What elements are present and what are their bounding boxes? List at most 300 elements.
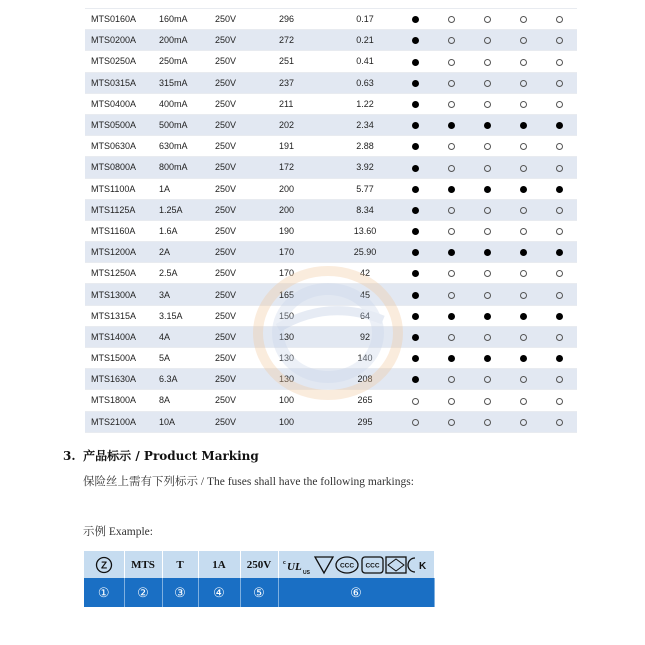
resistance-cell: 190 xyxy=(273,220,333,241)
approval-cell xyxy=(433,348,469,369)
i2t-cell: 92 xyxy=(333,326,397,347)
approval-cell xyxy=(397,390,433,411)
approval-cell xyxy=(433,220,469,241)
kc-letter: K xyxy=(419,560,427,572)
approval-cell xyxy=(505,93,541,114)
empty-circle-icon xyxy=(448,16,455,23)
rated-current-cell: 200mA xyxy=(153,30,209,51)
empty-circle-icon xyxy=(448,37,455,44)
approval-cell xyxy=(397,348,433,369)
resistance-cell: 191 xyxy=(273,136,333,157)
resistance-cell: 130 xyxy=(273,348,333,369)
approval-cell xyxy=(541,114,577,135)
empty-circle-icon xyxy=(484,143,491,150)
rated-current-cell: 10A xyxy=(153,411,209,432)
approval-cell xyxy=(505,136,541,157)
approval-cell xyxy=(541,199,577,220)
table-row xyxy=(85,411,577,432)
resistance-cell: 130 xyxy=(273,326,333,347)
approval-cell xyxy=(469,411,505,432)
approval-cell xyxy=(505,157,541,178)
part-number-cell: MTS1300A xyxy=(85,284,153,305)
empty-circle-icon xyxy=(556,16,563,23)
empty-circle-icon xyxy=(448,143,455,150)
table-row xyxy=(85,136,577,157)
resistance-cell: 170 xyxy=(273,242,333,263)
empty-circle-icon xyxy=(448,334,455,341)
marking-example-table xyxy=(84,551,435,607)
empty-circle-icon xyxy=(520,59,527,66)
empty-circle-icon xyxy=(484,419,491,426)
approval-cell xyxy=(433,93,469,114)
current-cell: 1A xyxy=(198,551,240,578)
part-number-cell: MTS0315A xyxy=(85,72,153,93)
empty-circle-icon xyxy=(556,80,563,87)
table-row xyxy=(85,305,577,326)
filled-circle-icon xyxy=(484,355,491,362)
rated-current-cell: 3A xyxy=(153,284,209,305)
approval-cell xyxy=(505,326,541,347)
i2t-cell: 208 xyxy=(333,369,397,390)
resistance-cell: 211 xyxy=(273,93,333,114)
rated-current-cell: 500mA xyxy=(153,114,209,135)
approval-cell xyxy=(541,284,577,305)
rated-voltage-cell: 250V xyxy=(209,30,273,51)
i2t-cell: 5.77 xyxy=(333,178,397,199)
empty-circle-icon xyxy=(484,228,491,235)
rated-voltage-cell: 250V xyxy=(209,263,273,284)
filled-circle-icon xyxy=(448,249,455,256)
empty-circle-icon xyxy=(448,398,455,405)
part-number-cell: MTS1630A xyxy=(85,369,153,390)
rated-voltage-cell: 250V xyxy=(209,284,273,305)
filled-circle-icon xyxy=(412,80,419,87)
table-row xyxy=(85,30,577,51)
fuse-spec-table-body xyxy=(85,9,577,433)
empty-circle-icon xyxy=(556,398,563,405)
marking-description: 保险丝上需有下列标示 / The fuses shall have the following markings: xyxy=(83,476,414,488)
rated-current-cell: 3.15A xyxy=(153,305,209,326)
approval-cell xyxy=(397,369,433,390)
empty-circle-icon xyxy=(556,207,563,214)
empty-circle-icon xyxy=(484,398,491,405)
filled-circle-icon xyxy=(556,186,563,193)
filled-circle-icon xyxy=(412,270,419,277)
kc-icon xyxy=(408,558,427,572)
resistance-cell: 237 xyxy=(273,72,333,93)
empty-circle-icon xyxy=(448,270,455,277)
rated-current-cell: 630mA xyxy=(153,136,209,157)
approval-cell xyxy=(505,9,541,30)
filled-circle-icon xyxy=(412,37,419,44)
approval-cell xyxy=(541,369,577,390)
ccc-text-2: CCC xyxy=(365,562,380,569)
approval-cell xyxy=(469,114,505,135)
product-marking-heading xyxy=(63,447,259,464)
approval-cell xyxy=(505,305,541,326)
rated-voltage-cell: 250V xyxy=(209,390,273,411)
filled-circle-icon xyxy=(520,249,527,256)
part-number-cell: MTS0400A xyxy=(85,93,153,114)
resistance-cell: 202 xyxy=(273,114,333,135)
approval-cell xyxy=(469,136,505,157)
i2t-cell: 0.17 xyxy=(333,9,397,30)
empty-circle-icon xyxy=(484,376,491,383)
rated-current-cell: 2A xyxy=(153,242,209,263)
approval-cell xyxy=(469,178,505,199)
filled-circle-icon xyxy=(448,355,455,362)
empty-circle-icon xyxy=(520,16,527,23)
approval-cell xyxy=(433,30,469,51)
approval-cell xyxy=(541,51,577,72)
resistance-cell: 296 xyxy=(273,9,333,30)
approval-cell xyxy=(433,136,469,157)
rated-current-cell: 800mA xyxy=(153,157,209,178)
approval-cell xyxy=(505,348,541,369)
approval-cell xyxy=(469,284,505,305)
approval-cell xyxy=(397,157,433,178)
filled-circle-icon xyxy=(412,376,419,383)
filled-circle-icon xyxy=(520,313,527,320)
filled-circle-icon xyxy=(412,292,419,299)
approval-cell xyxy=(469,326,505,347)
rated-current-cell: 4A xyxy=(153,326,209,347)
approval-cell xyxy=(541,348,577,369)
i2t-cell: 1.22 xyxy=(333,93,397,114)
approval-cell xyxy=(541,220,577,241)
approval-cell xyxy=(433,369,469,390)
rated-current-cell: 8A xyxy=(153,390,209,411)
filled-circle-icon xyxy=(484,313,491,320)
table-row xyxy=(85,51,577,72)
approval-cell xyxy=(397,411,433,432)
approval-cell xyxy=(469,93,505,114)
brand-logo-glyph: Z xyxy=(100,560,107,571)
pse-icon xyxy=(315,557,333,573)
resistance-cell: 165 xyxy=(273,284,333,305)
empty-circle-icon xyxy=(556,419,563,426)
empty-circle-icon xyxy=(556,59,563,66)
i2t-cell: 3.92 xyxy=(333,157,397,178)
filled-circle-icon xyxy=(412,186,419,193)
approval-cell xyxy=(469,242,505,263)
filled-circle-icon xyxy=(556,355,563,362)
empty-circle-icon xyxy=(556,165,563,172)
approval-cell xyxy=(433,263,469,284)
resistance-cell: 200 xyxy=(273,199,333,220)
rated-voltage-cell: 250V xyxy=(209,326,273,347)
approval-cell xyxy=(433,199,469,220)
filled-circle-icon xyxy=(412,143,419,150)
rated-voltage-cell: 250V xyxy=(209,348,273,369)
part-number-cell: MTS1800A xyxy=(85,390,153,411)
approval-cell xyxy=(541,178,577,199)
brand-logo-icon xyxy=(95,556,113,574)
filled-circle-icon xyxy=(412,207,419,214)
i2t-cell: 0.21 xyxy=(333,30,397,51)
approval-cell xyxy=(433,305,469,326)
empty-circle-icon xyxy=(556,101,563,108)
approval-cell xyxy=(505,72,541,93)
filled-circle-icon xyxy=(412,16,419,23)
filled-circle-icon xyxy=(412,59,419,66)
resistance-cell: 130 xyxy=(273,369,333,390)
empty-circle-icon xyxy=(556,270,563,277)
empty-circle-icon xyxy=(484,80,491,87)
approval-cell xyxy=(505,114,541,135)
approval-cell xyxy=(397,30,433,51)
filled-circle-icon xyxy=(448,122,455,129)
filled-circle-icon xyxy=(556,122,563,129)
approval-cell xyxy=(505,369,541,390)
empty-circle-icon xyxy=(520,292,527,299)
i2t-cell: 13.60 xyxy=(333,220,397,241)
empty-circle-icon xyxy=(448,165,455,172)
approval-cell xyxy=(397,199,433,220)
section-number: 3. xyxy=(63,449,76,463)
empty-circle-icon xyxy=(520,228,527,235)
filled-circle-icon xyxy=(520,122,527,129)
ul-icon xyxy=(283,560,311,576)
resistance-cell: 100 xyxy=(273,390,333,411)
i2t-cell: 8.34 xyxy=(333,199,397,220)
part-number-cell: MTS1500A xyxy=(85,348,153,369)
resistance-cell: 150 xyxy=(273,305,333,326)
rated-current-cell: 5A xyxy=(153,348,209,369)
table-row xyxy=(85,114,577,135)
approval-cell xyxy=(469,220,505,241)
table-row xyxy=(85,284,577,305)
approval-cell xyxy=(433,242,469,263)
approval-cell xyxy=(505,390,541,411)
approval-cell xyxy=(397,284,433,305)
approval-cell xyxy=(469,30,505,51)
rated-voltage-cell: 250V xyxy=(209,178,273,199)
filled-circle-icon xyxy=(556,249,563,256)
approval-cell xyxy=(469,390,505,411)
empty-circle-icon xyxy=(556,228,563,235)
table-row xyxy=(85,72,577,93)
marking-index-row xyxy=(84,578,434,607)
table-row xyxy=(85,263,577,284)
i2t-cell: 42 xyxy=(333,263,397,284)
empty-circle-icon xyxy=(412,419,419,426)
filled-circle-icon xyxy=(448,313,455,320)
approval-cell xyxy=(397,263,433,284)
approval-cell xyxy=(541,30,577,51)
rated-voltage-cell: 250V xyxy=(209,114,273,135)
part-number-cell: MTS0200A xyxy=(85,30,153,51)
empty-circle-icon xyxy=(520,80,527,87)
empty-circle-icon xyxy=(484,59,491,66)
i2t-cell: 2.34 xyxy=(333,114,397,135)
approval-cell xyxy=(397,305,433,326)
rated-current-cell: 315mA xyxy=(153,72,209,93)
approval-cell xyxy=(505,220,541,241)
i2t-cell: 0.63 xyxy=(333,72,397,93)
approval-cell xyxy=(469,157,505,178)
approval-cell xyxy=(541,305,577,326)
part-number-cell: MTS1125A xyxy=(85,199,153,220)
table-row xyxy=(85,157,577,178)
rated-current-cell: 1.6A xyxy=(153,220,209,241)
empty-circle-icon xyxy=(484,270,491,277)
part-number-cell: MTS2100A xyxy=(85,411,153,432)
approval-cell xyxy=(541,242,577,263)
approval-cell xyxy=(397,93,433,114)
filled-circle-icon xyxy=(484,122,491,129)
index-4: ④ xyxy=(198,578,240,607)
resistance-cell: 172 xyxy=(273,157,333,178)
i2t-cell: 2.88 xyxy=(333,136,397,157)
example-label: 示例 Example: xyxy=(83,526,153,538)
empty-circle-icon xyxy=(448,228,455,235)
index-3: ③ xyxy=(162,578,198,607)
empty-circle-icon xyxy=(448,101,455,108)
filled-circle-icon xyxy=(412,355,419,362)
filled-circle-icon xyxy=(412,249,419,256)
rated-current-cell: 2.5A xyxy=(153,263,209,284)
ul-us-letters: US xyxy=(303,569,310,576)
i2t-cell: 0.41 xyxy=(333,51,397,72)
empty-circle-icon xyxy=(448,376,455,383)
approval-cell xyxy=(433,51,469,72)
part-number-cell: MTS1100A xyxy=(85,178,153,199)
part-number-cell: MTS0250A xyxy=(85,51,153,72)
empty-circle-icon xyxy=(520,334,527,341)
empty-circle-icon xyxy=(520,165,527,172)
rated-voltage-cell: 250V xyxy=(209,136,273,157)
section-title-en: / Product Marking xyxy=(131,449,259,463)
empty-circle-icon xyxy=(484,334,491,341)
ul-c-letter: c xyxy=(283,559,286,566)
table-row xyxy=(85,326,577,347)
approval-cell xyxy=(469,72,505,93)
approval-cell xyxy=(469,348,505,369)
i2t-cell: 25.90 xyxy=(333,242,397,263)
empty-circle-icon xyxy=(484,292,491,299)
approval-cell xyxy=(433,72,469,93)
approval-cell xyxy=(433,411,469,432)
table-row xyxy=(85,369,577,390)
approval-cell xyxy=(469,305,505,326)
i2t-cell: 265 xyxy=(333,390,397,411)
index-5: ⑤ xyxy=(240,578,278,607)
empty-circle-icon xyxy=(484,37,491,44)
approval-cell xyxy=(397,51,433,72)
rated-voltage-cell: 250V xyxy=(209,242,273,263)
resistance-cell: 251 xyxy=(273,51,333,72)
filled-circle-icon xyxy=(520,186,527,193)
empty-circle-icon xyxy=(520,419,527,426)
approval-cell xyxy=(541,136,577,157)
approval-cell xyxy=(541,93,577,114)
fuse-spec-table xyxy=(85,8,577,433)
approval-cell xyxy=(541,157,577,178)
empty-circle-icon xyxy=(448,292,455,299)
empty-circle-icon xyxy=(556,143,563,150)
approval-cell xyxy=(505,178,541,199)
approval-cell xyxy=(505,199,541,220)
part-number-cell: MTS1160A xyxy=(85,220,153,241)
approval-cell xyxy=(541,411,577,432)
approval-cell xyxy=(397,9,433,30)
filled-circle-icon xyxy=(520,355,527,362)
table-row xyxy=(85,199,577,220)
approval-cell xyxy=(397,136,433,157)
empty-circle-icon xyxy=(520,207,527,214)
ul-letters: UL xyxy=(287,560,302,573)
approval-cell xyxy=(397,114,433,135)
section-title-cn: 产品标示 xyxy=(83,449,132,463)
filled-circle-icon xyxy=(412,165,419,172)
approval-cell xyxy=(541,9,577,30)
empty-circle-icon xyxy=(520,37,527,44)
approval-cell xyxy=(433,178,469,199)
approval-cell xyxy=(397,72,433,93)
approval-cell xyxy=(505,263,541,284)
table-row xyxy=(85,242,577,263)
approval-cell xyxy=(541,72,577,93)
rated-current-cell: 1A xyxy=(153,178,209,199)
rated-current-cell: 160mA xyxy=(153,9,209,30)
part-number-cell: MTS0800A xyxy=(85,157,153,178)
table-row xyxy=(85,93,577,114)
i2t-cell: 45 xyxy=(333,284,397,305)
table-row xyxy=(85,390,577,411)
cert-marks xyxy=(281,554,431,576)
empty-circle-icon xyxy=(556,37,563,44)
part-number-cell: MTS0160A xyxy=(85,9,153,30)
resistance-cell: 100 xyxy=(273,411,333,432)
approval-cell xyxy=(433,326,469,347)
empty-circle-icon xyxy=(556,334,563,341)
filled-circle-icon xyxy=(412,313,419,320)
approval-cell xyxy=(469,263,505,284)
empty-circle-icon xyxy=(448,207,455,214)
index-1: ① xyxy=(84,578,124,607)
voltage-cell: 250V xyxy=(240,551,278,578)
rated-current-cell: 250mA xyxy=(153,51,209,72)
part-number-cell: MTS0500A xyxy=(85,114,153,135)
approval-cell xyxy=(505,51,541,72)
rated-voltage-cell: 250V xyxy=(209,72,273,93)
rated-voltage-cell: 250V xyxy=(209,51,273,72)
ccc-text-1: CCC xyxy=(339,562,355,569)
approval-cell xyxy=(505,411,541,432)
approval-cell xyxy=(397,178,433,199)
index-2: ② xyxy=(124,578,162,607)
rated-voltage-cell: 250V xyxy=(209,411,273,432)
empty-circle-icon xyxy=(520,101,527,108)
logo-cell xyxy=(84,551,124,578)
approval-cell xyxy=(433,9,469,30)
filled-circle-icon xyxy=(412,334,419,341)
filled-circle-icon xyxy=(556,313,563,320)
empty-circle-icon xyxy=(484,16,491,23)
rated-voltage-cell: 250V xyxy=(209,220,273,241)
marking-example-row xyxy=(84,551,434,578)
empty-circle-icon xyxy=(520,143,527,150)
table-row xyxy=(85,178,577,199)
rated-current-cell: 400mA xyxy=(153,93,209,114)
part-number-cell: MTS1200A xyxy=(85,242,153,263)
filled-circle-icon xyxy=(412,101,419,108)
empty-circle-icon xyxy=(520,398,527,405)
rated-voltage-cell: 250V xyxy=(209,199,273,220)
approval-cell xyxy=(505,284,541,305)
approval-cell xyxy=(433,114,469,135)
